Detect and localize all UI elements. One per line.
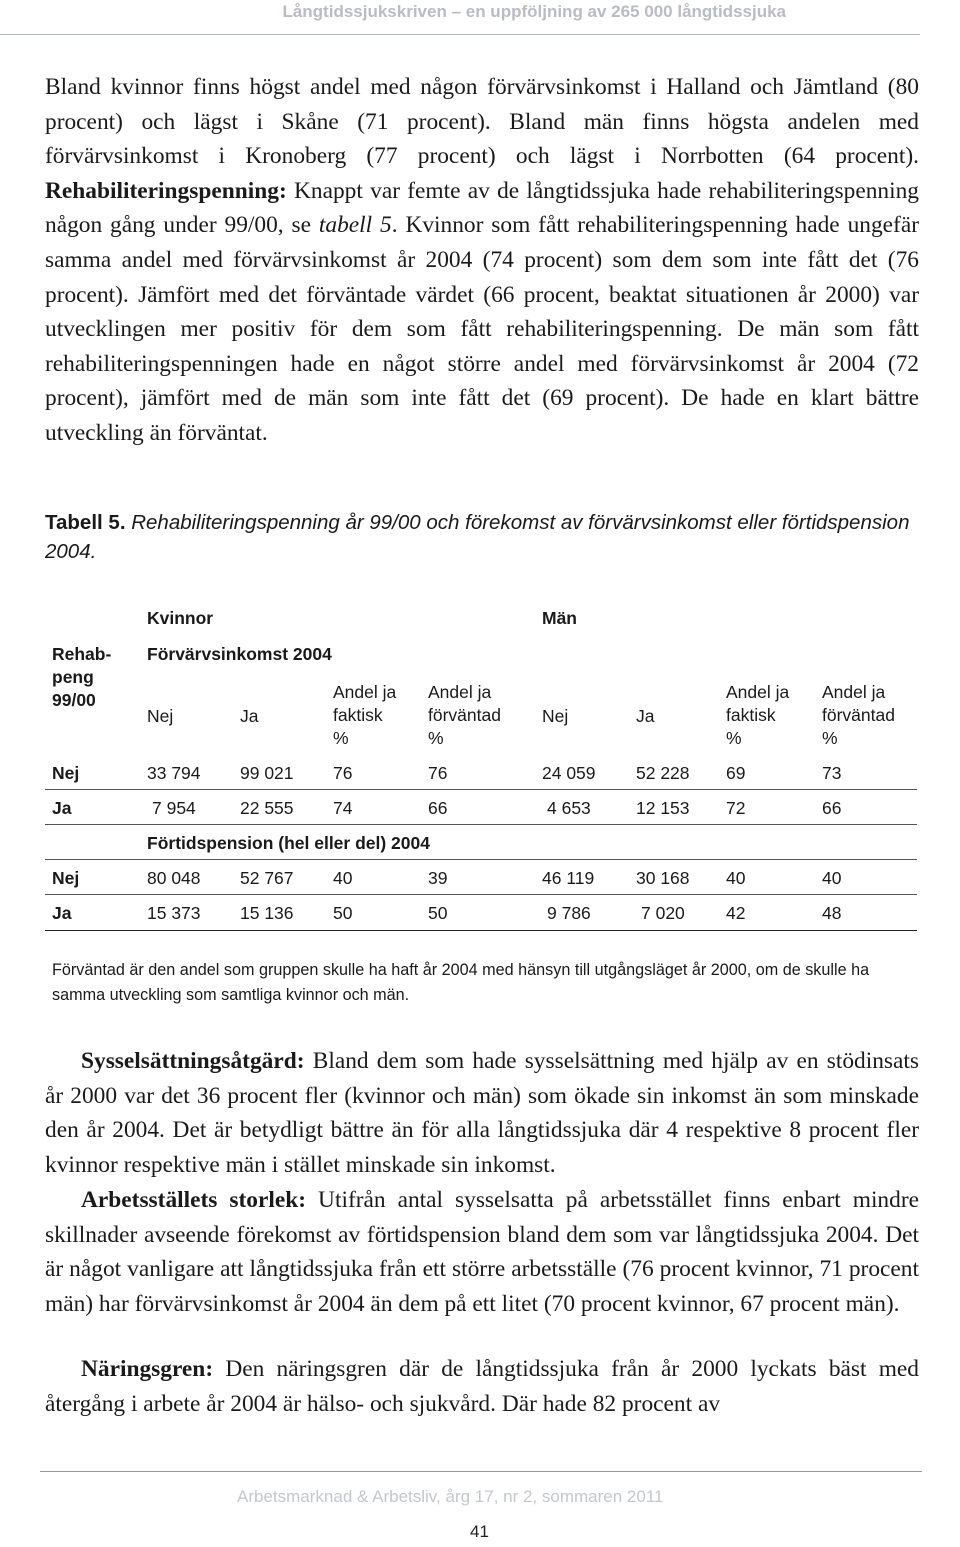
row-label: Nej	[52, 763, 80, 783]
table-cell: 42	[726, 903, 746, 923]
col-header-women-expected: %	[428, 728, 444, 748]
paragraph-employment: Sysselsättningsåtgärd: Bland dem som hade sysselsättning med hjälp av en stödinsats år 2000 var det 36 procent fler (kvinnor och män) som ökade sin inkomst än som minskade den år 2004. Det är betydligt bättre än för alla långtidssjuka där 4 respektive 8 procent fler kvinnor respektive män i stället minskade sin inkomst.	[45, 1048, 919, 1178]
table-cell: 66	[428, 798, 448, 818]
paragraph-workplace: Arbetsställets storlek: Utifrån antal sysselsatta på arbetsstället finns enbart mindre skillnader avseende förekomst av förtidspension bland dem som var långtidssjuka 2004. Det är något vanligare att långtidssjuka från ett större arbetsställe (76 procent kvinnor, 71 procent män) har förvärvsinkomst år 2004 än dem på ett litet (70 procent kvinnor, 67 procent män).	[45, 1187, 919, 1317]
table-cell: 72	[726, 798, 746, 818]
table-cell: 76	[428, 763, 448, 783]
table-cell: 4 653	[547, 798, 591, 818]
col-header-men-nej: Nej	[542, 706, 569, 726]
table-cell: 52 767	[240, 868, 294, 888]
term-sysselsattningsatgard: Sysselsättningsåtgärd:	[81, 1048, 305, 1074]
row-divider	[45, 894, 917, 895]
col-header-men-expected: förväntad	[822, 705, 895, 725]
footer-rule	[40, 1471, 922, 1472]
table-cell: 39	[428, 868, 448, 888]
col-header-women-actual: %	[333, 728, 349, 748]
table-cell: 7 020	[641, 903, 685, 923]
group-header-men: Män	[542, 608, 577, 628]
table-cell: 40	[333, 868, 353, 888]
table-cell: 9 786	[547, 903, 591, 923]
page-number: 41	[470, 1522, 489, 1541]
table-cell: 50	[428, 903, 448, 923]
col-header-women-expected: förväntad	[428, 705, 501, 725]
term-rehabiliteringspenning: Rehabiliteringspenning:	[45, 177, 287, 204]
journal-citation: Arbetsmarknad & Arbetsliv, årg 17, nr 2, sommaren 2011	[237, 1487, 664, 1506]
col-header-men-expected: Andel ja	[822, 682, 886, 702]
group-header-women: Kvinnor	[147, 608, 214, 628]
row-divider	[45, 789, 917, 790]
row-divider	[45, 859, 917, 860]
stub-header-line: peng	[52, 667, 94, 687]
col-header-men-actual: %	[726, 728, 742, 748]
table-cell: 66	[822, 798, 842, 818]
col-header-men-ja: Ja	[636, 706, 655, 726]
table-cell: 50	[333, 903, 353, 923]
table-cell: 52 228	[636, 763, 690, 783]
col-header-men-actual: faktisk	[726, 705, 776, 725]
table-cell: 40	[822, 868, 842, 888]
table-cell: 74	[333, 798, 353, 818]
table-cell: 69	[726, 763, 746, 783]
table-cell: 99 021	[240, 763, 294, 783]
table-cell: 24 059	[542, 763, 596, 783]
table-cell: 73	[822, 763, 842, 783]
row-label: Ja	[52, 903, 72, 923]
table-cell: 46 119	[542, 868, 595, 888]
term-naringsgren: Näringsgren:	[81, 1356, 214, 1382]
stub-header-line: Rehab-	[52, 644, 112, 664]
section-2-title: Förtidspension (hel eller del) 2004	[147, 833, 430, 853]
table-cell: 15 136	[240, 903, 294, 923]
col-header-men-expected: %	[822, 728, 838, 748]
table-cell: 40	[726, 868, 746, 888]
table-note: Förväntad är den andel som gruppen skulle ha haft år 2004 med hänsyn till utgångsläget år 2000, om de skulle ha samma utveckling som samtliga kvinnor och män.	[52, 961, 870, 1004]
term-arbetsstallets-storlek: Arbetsställets storlek:	[81, 1187, 307, 1213]
row-label: Nej	[52, 868, 80, 888]
table-cell: 80 048	[147, 868, 201, 888]
section-1-title: Förvärvsinkomst 2004	[147, 644, 332, 664]
table-bottom-rule	[45, 930, 917, 931]
col-header-men-actual: Andel ja	[726, 682, 790, 702]
stub-header-line: 99/00	[52, 690, 96, 710]
table-caption-text: Rehabiliteringspenning år 99/00 och förekomst av förvärvsinkomst eller förtidspension 2004.	[45, 511, 910, 563]
paragraph-industry: Näringsgren: Den näringsgren där de långtidssjuka från år 2000 lyckats bäst med återgång i arbete år 2004 är hälso- och sjukvård. Där hade 82 procent av	[45, 1356, 919, 1417]
table-cell: 30 168	[636, 868, 690, 888]
col-header-women-expected: Andel ja	[428, 682, 492, 702]
col-header-women-ja: Ja	[240, 706, 259, 726]
table-cell: 12 153	[636, 798, 690, 818]
running-title: Långtidssjukskriven – en uppföljning av 265 000 långtidssjuka	[282, 2, 786, 21]
table-cell: 33 794	[147, 763, 201, 783]
table-cell: 15 373	[147, 903, 201, 923]
row-divider	[45, 824, 917, 825]
table-caption-label: Tabell 5.	[45, 511, 126, 534]
col-header-women-actual: Andel ja	[333, 682, 397, 702]
table-cell: 76	[333, 763, 353, 783]
table-cell: 48	[822, 903, 842, 923]
table-reference: tabell 5	[318, 212, 392, 239]
row-label: Ja	[52, 798, 72, 818]
table-cell: 7 954	[152, 798, 196, 818]
col-header-women-nej: Nej	[147, 706, 174, 726]
col-header-women-actual: faktisk	[333, 705, 383, 725]
intro-paragraph: Bland kvinnor finns högst andel med någon förvärvsinkomst i Halland och Jämtland (80 procent) och lägst i Skåne (71 procent). Bland män finns högsta andelen med förvärvsinkomst i Kronoberg (77 procent) och lägst i Norrbotten (64 procent). Rehabiliteringspenning: Knappt var femte av de långtidssjuka hade rehabiliteringspenning någon gång under 99/00, se tabell 5. Kvinnor som fått rehabiliteringspenning hade ungefär samma andel med förvärvsinkomst år 2004 (74 procent) som dem som inte fått det (76 procent). Jämfört med det förväntade värdet (66 procent, beaktat situationen år 2000) var utvecklingen mer positiv för dem som fått rehabiliteringspenning. De män som fått rehabiliteringspenningen hade en något större andel med förvärvsinkomst år 2004 (72 procent), jämfört med de män som inte fått det (69 procent). De hade en klart bättre utveckling än förväntat.	[45, 74, 919, 446]
table-cell: 22 555	[240, 798, 294, 818]
